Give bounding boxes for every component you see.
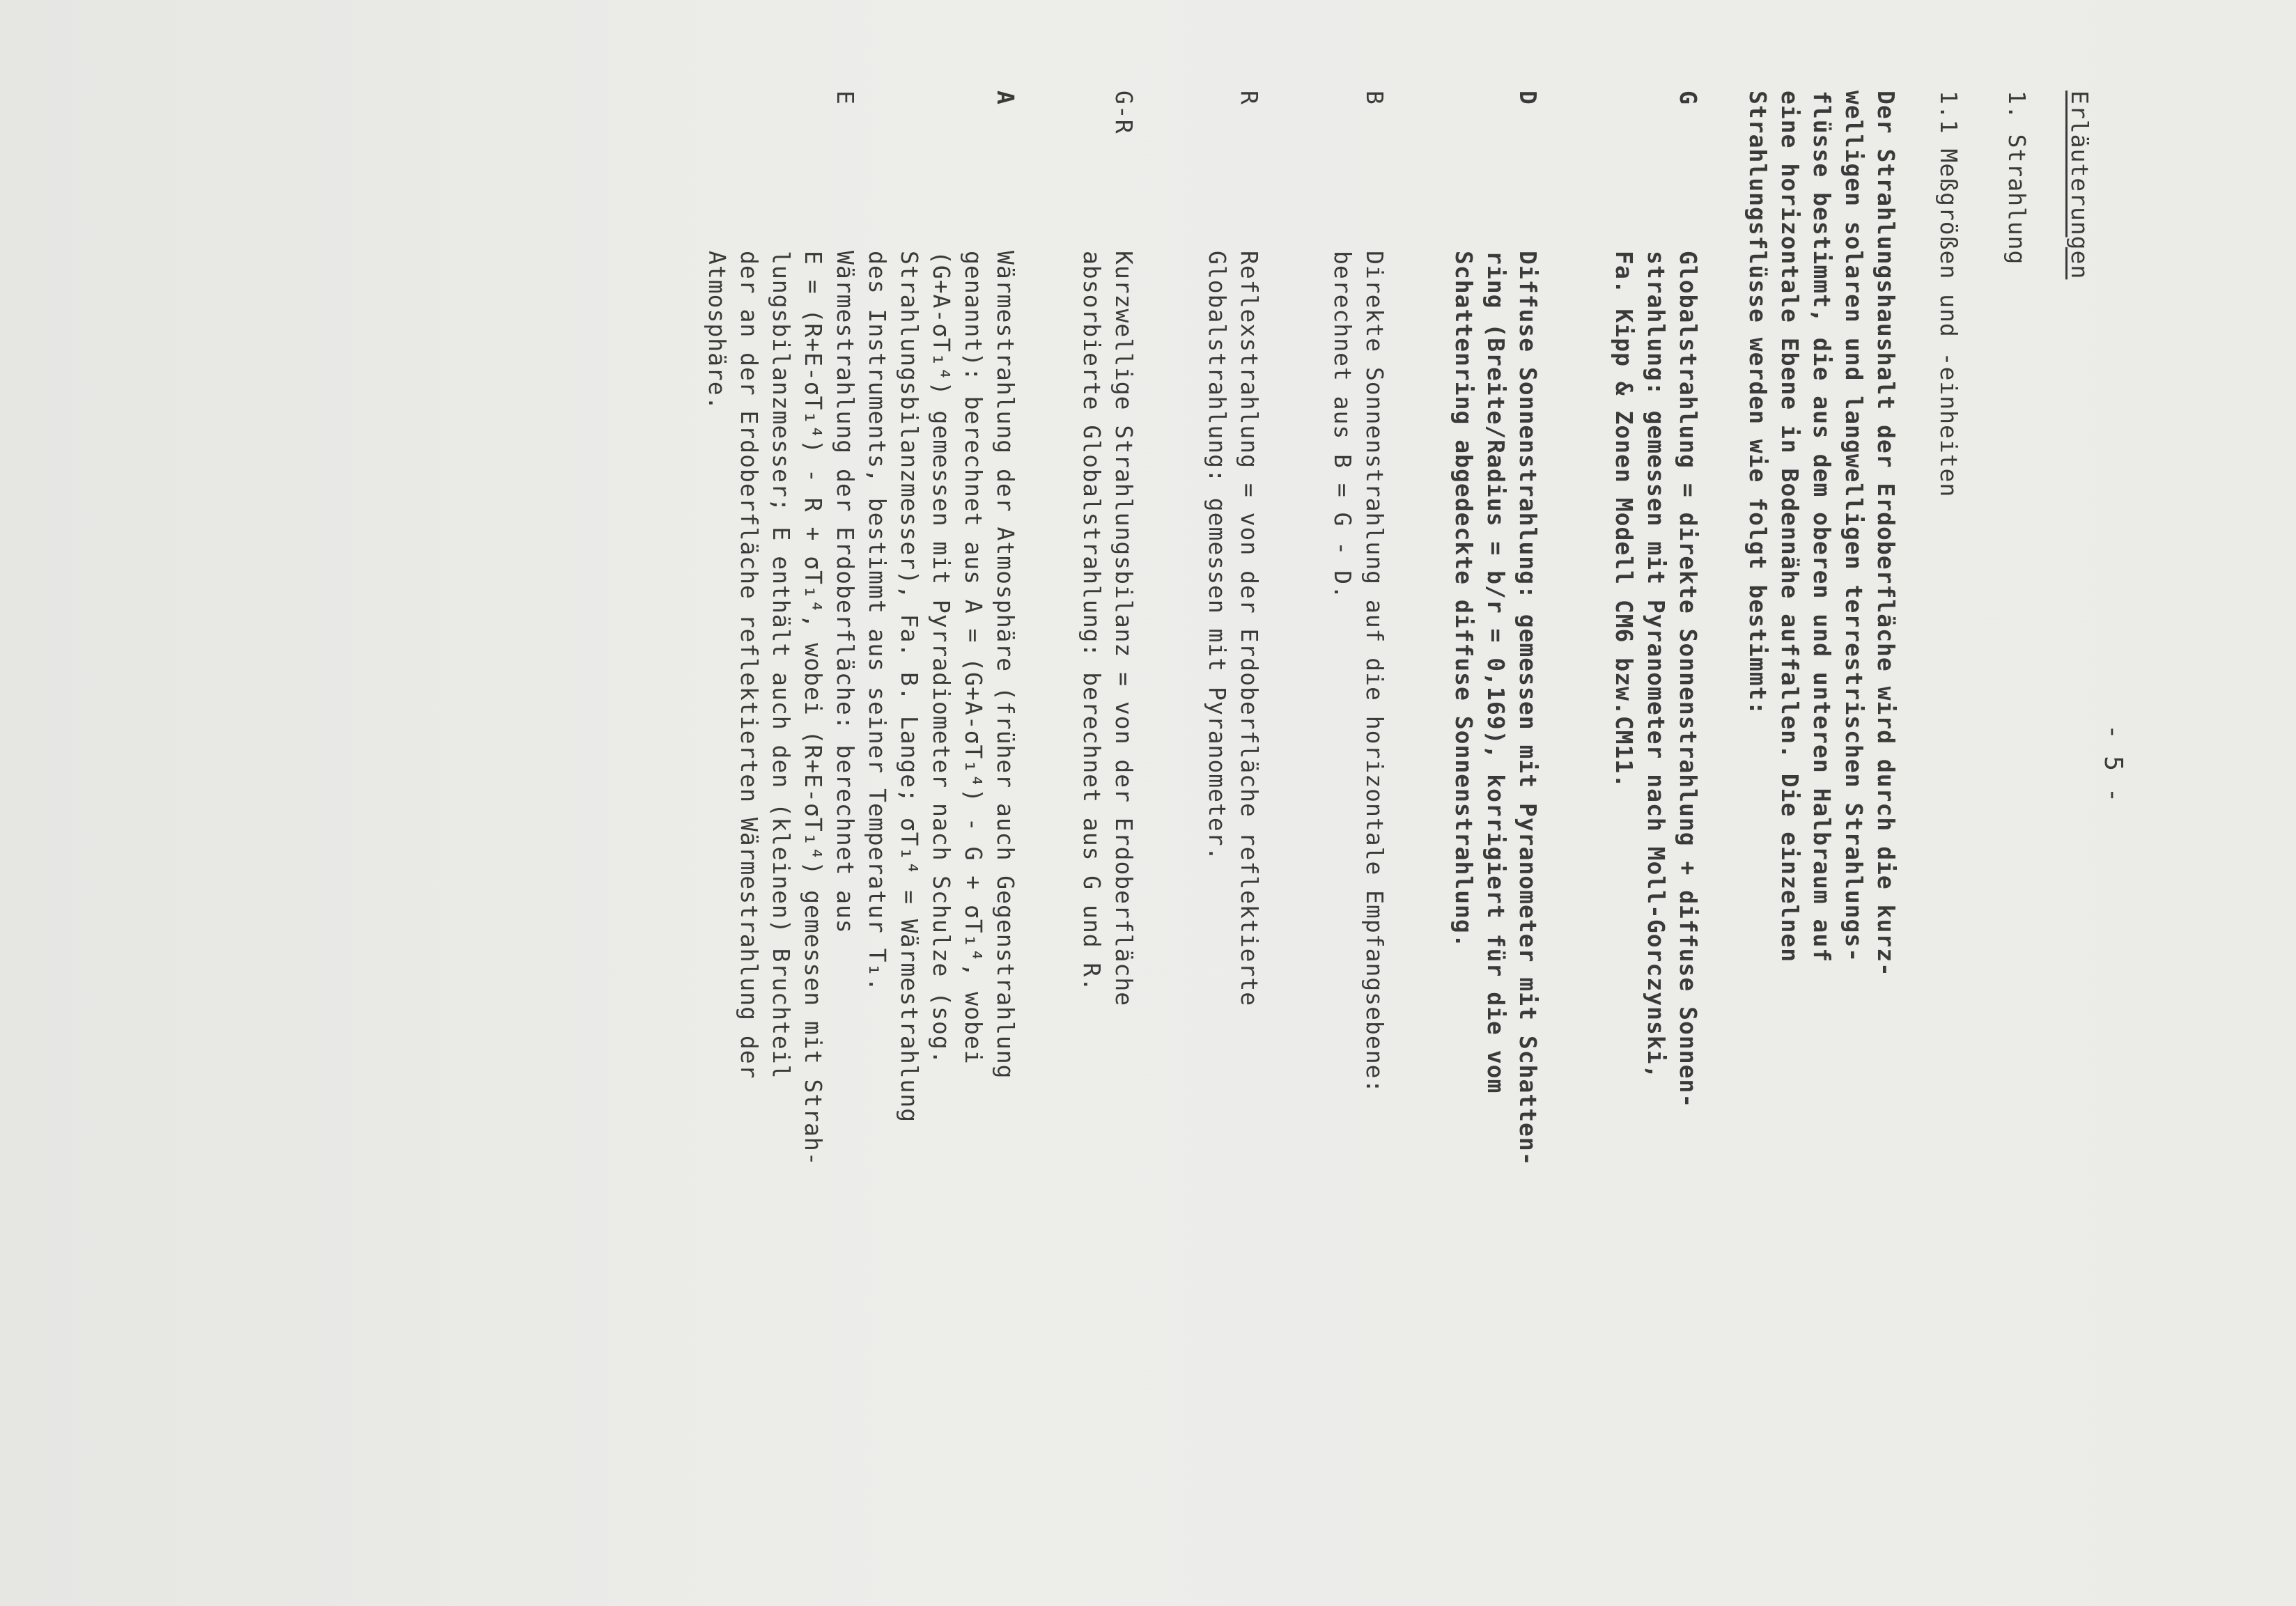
entry-text xyxy=(1448,251,1544,1281)
entry-line: Globalstrahlung: gemessen mit Pyranometer. xyxy=(1204,251,1231,862)
entry-line: Strahlungsbilanzmesser), Fa. B. Lange; σT₁⁴ = Wärmestrahlung xyxy=(896,251,923,1123)
entry-line: Schattenring abgedeckte diffuse Sonnenstrahlung. xyxy=(1450,251,1477,949)
entry-line: strahlung: gemessen mit Pyranometer nach Moll-Gorczynski, xyxy=(1643,251,1670,1079)
entry-key: E xyxy=(832,91,859,105)
heading: Erläuterungen xyxy=(2066,91,2093,280)
entry-line: absorbierte Globalstrahlung: berechnet aus G und R. xyxy=(1078,251,1106,992)
entry-key: D xyxy=(1514,91,1542,105)
entry-line: Globalstrahlung = direkte Sonnenstrahlung + diffuse Sonnen- xyxy=(1675,251,1702,1109)
entry-line: des Instruments, bestimmt aus seiner Temperatur T₁. xyxy=(864,251,891,992)
entry-line: E = (R+E-σT₁⁴) - R + σT₁⁴, wobei (R+E-σT₁⁴) gemessen mit Strah- xyxy=(800,251,827,1167)
entry-text xyxy=(861,251,1021,1281)
subsection-title: 1.1 Meßgrößen und -einheiten xyxy=(1935,91,1962,498)
entry-line: Wärmestrahlung der Erdoberfläche: berechnet aus xyxy=(832,251,859,934)
entry-line: Direkte Sonnenstrahlung auf die horizontale Empfangsebene: xyxy=(1361,251,1388,1094)
intro-paragraph xyxy=(1742,91,1902,1066)
entry-key: R xyxy=(1236,91,1263,105)
entry-text xyxy=(1076,251,1140,1281)
entry-key: G xyxy=(1675,91,1702,105)
entry-text xyxy=(1608,251,1704,1281)
page-number: - 5 - xyxy=(2099,724,2127,804)
entry-line: Atmosphäre. xyxy=(704,251,731,411)
entry-line: Reflexstrahlung = von der Erdoberfläche reflektierte xyxy=(1236,251,1263,1007)
entry-line: genannt): berechnet aus A = (G+A-σT₁⁴) - G + σT₁⁴, wobei xyxy=(960,251,987,1065)
intro-line: flüsse bestimmt, die aus dem oberen und unteren Halbraum auf xyxy=(1808,91,1836,963)
entry-text xyxy=(701,251,861,1281)
entry-text xyxy=(1326,251,1390,1281)
entry-line: Diffuse Sonnenstrahlung: gemessen mit Pyranometer mit Schatten- xyxy=(1514,251,1542,1167)
entry-text xyxy=(1201,251,1265,1281)
entry-line: lungsbilanzmesser; E enthält auch den (kleinen) Bruchteil xyxy=(768,251,795,1079)
entry-key: A xyxy=(992,91,1019,105)
entry-line: berechnet aus B = G - D. xyxy=(1329,251,1356,600)
entry-line: (G+A-σT₁⁴) gemessen mit Pyrradiometer nach Schulze (sog. xyxy=(928,251,955,1065)
section-title: 1. Strahlung xyxy=(2003,91,2031,265)
intro-line: eine horizontale Ebene in Bodennähe auffallen. Die einzelnen xyxy=(1776,91,1804,963)
intro-line: welligen solaren und langwelligen terrestrischen Strahlungs- xyxy=(1840,91,1868,963)
intro-line: Strahlungsflüsse werden wie folgt bestimmt: xyxy=(1744,91,1771,716)
entry-key: B xyxy=(1361,91,1388,105)
entry-line: Kurzwellige Strahlungsbilanz = von der Erdoberfläche xyxy=(1110,251,1138,1007)
entry-line: Wärmestrahlung der Atmosphäre (früher auch Gegenstrahlung xyxy=(992,251,1019,1079)
entry-line: Fa. Kipp & Zonen Modell CM6 bzw.CM11. xyxy=(1611,251,1638,789)
entry-key: G-R xyxy=(1110,91,1138,134)
entry-line: der an der Erdoberfläche reflektierten Wärmestrahlung der xyxy=(736,251,763,1079)
entry-line: ring (Breite/Radius = b/r = 0,169), korrigiert für die vom xyxy=(1482,251,1510,1094)
intro-line: Der Strahlungshaushalt der Erdoberfläche wird durch die kurz- xyxy=(1872,91,1900,977)
